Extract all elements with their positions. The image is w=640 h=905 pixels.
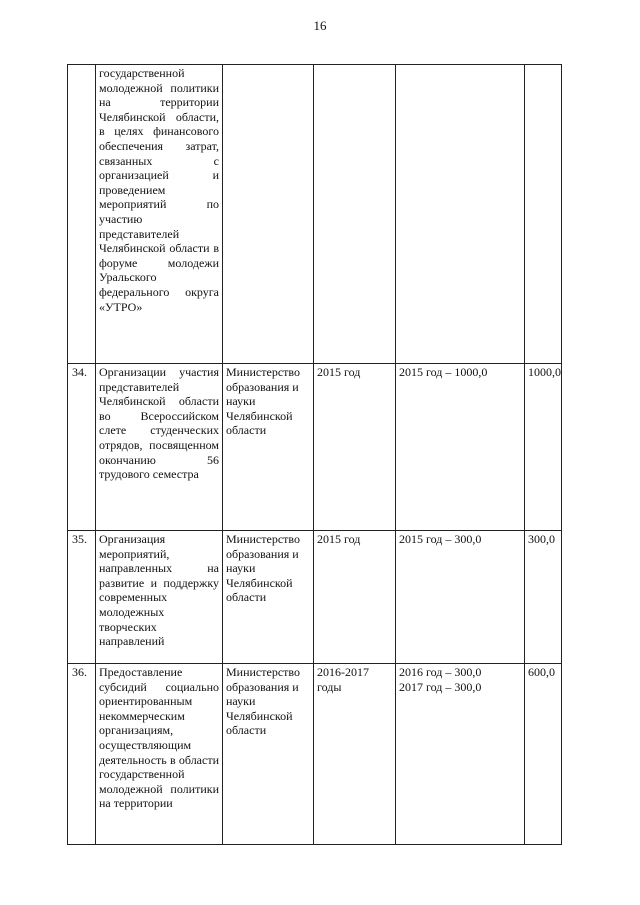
program-activities-table	[67, 64, 562, 845]
table-row	[68, 664, 562, 845]
implementation-period: 2016-2017 годы	[314, 664, 396, 845]
implementation-period	[314, 65, 396, 364]
funding-line: 2016 год – 300,0	[399, 665, 482, 679]
responsible-executor: Министерство образования и науки Челябинской области	[223, 531, 314, 664]
row-number: 34.	[68, 364, 96, 531]
funding-by-year	[396, 664, 525, 845]
funding-line: 2017 год – 300,0	[399, 679, 482, 694]
activity-name: государственной молодежной политики на территории Челябинской области, в целях финансового обеспечения затрат, связанных с организацией и проведением мероприятий по участию представителей Челябинской области в форуме молодежи Уральского федерального округа «УТРО»	[96, 65, 223, 364]
table-row	[68, 364, 562, 531]
funding-total: 300,0	[525, 531, 562, 664]
activity-name: Организация мероприятий, направленных на развитие и поддержку современных молодежных творческих направлений	[96, 531, 223, 664]
activity-name: Организации участия представителей Челябинской области во Всероссийском слете студенческих отрядов, посвященном окончанию 56 трудового семестра	[96, 364, 223, 531]
funding-by-year	[396, 364, 525, 531]
table-row	[68, 531, 562, 664]
funding-total: 1000,0	[525, 364, 562, 531]
responsible-executor: Министерство образования и науки Челябинской области	[223, 664, 314, 845]
implementation-period: 2015 год	[314, 364, 396, 531]
funding-by-year	[396, 531, 525, 664]
funding-total: 600,0	[525, 664, 562, 845]
table-row	[68, 65, 562, 364]
page-number: 16	[313, 18, 327, 33]
funding-line: 2015 год – 300,0	[399, 532, 482, 546]
row-number: 36.	[68, 664, 96, 845]
funding-by-year	[396, 65, 525, 364]
funding-total	[525, 65, 562, 364]
row-number	[68, 65, 96, 364]
funding-line: 2015 год – 1000,0	[399, 365, 488, 379]
responsible-executor: Министерство образования и науки Челябинской области	[223, 364, 314, 531]
activity-name: Предоставление субсидий социально ориентированным некоммерческим организациям, осуществляющим деятельность в области государственной молодежной политики на территории	[96, 664, 223, 845]
row-number: 35.	[68, 531, 96, 664]
implementation-period: 2015 год	[314, 531, 396, 664]
responsible-executor	[223, 65, 314, 364]
